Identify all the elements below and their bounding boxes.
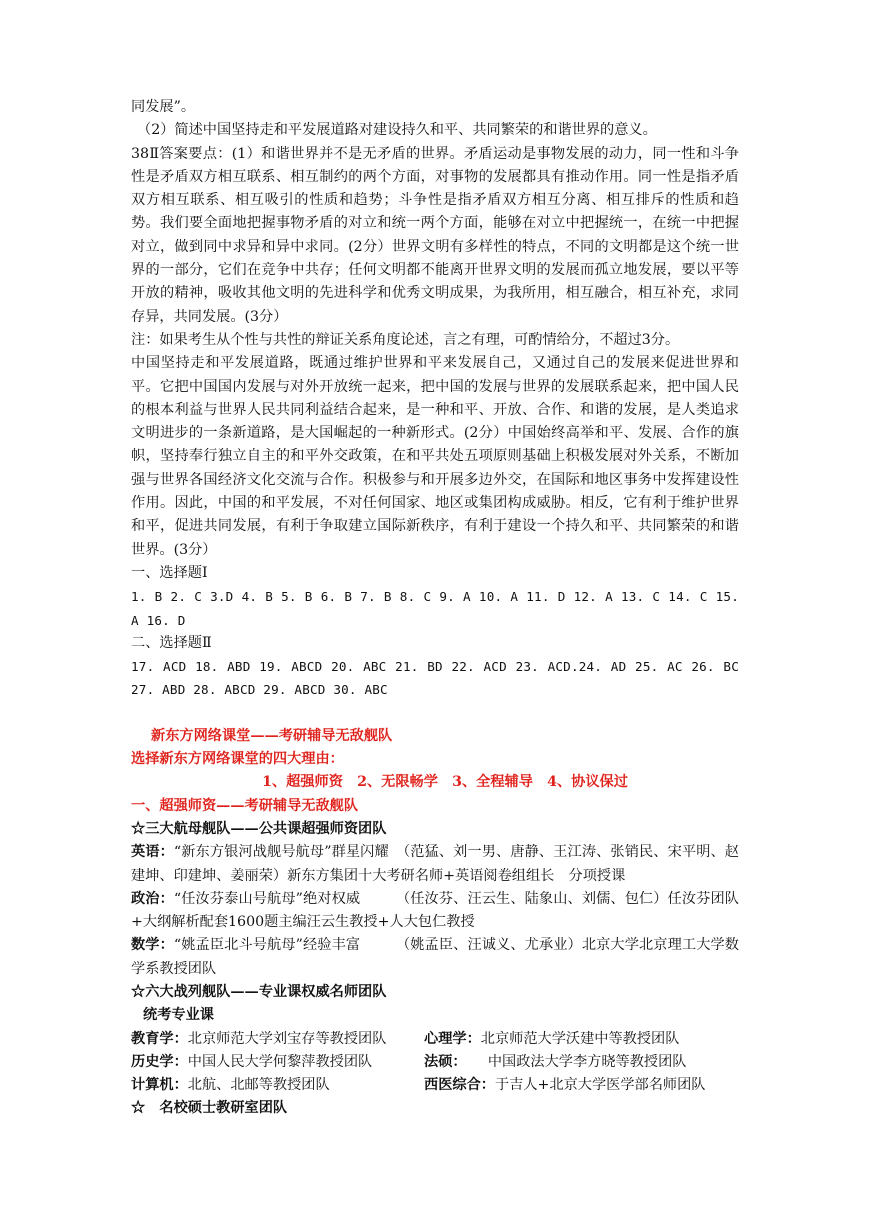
subject-cell (131, 1028, 424, 1051)
subject-label: 历史学： (131, 1053, 188, 1070)
document-page (131, 96, 739, 1121)
subject-text: 北航、北邮等教授团队 (187, 1077, 330, 1094)
ad-reasons: 1、超强师资 2、无限畅学 3、全程辅导 4、协议保过 (262, 774, 628, 791)
subject-text: 于吉人+北京大学医学部名师团队 (494, 1077, 706, 1094)
question-text: （2）简述中国坚持走和平发展道路对建设持久和平、共同繁荣的和谐世界的意义。 (137, 122, 657, 139)
politics-team (131, 888, 739, 935)
subject-label: 法硕： (424, 1053, 460, 1070)
english-label: 英语： (131, 844, 174, 861)
subject-label: 西医综合： (424, 1077, 495, 1094)
math-team (131, 934, 739, 981)
fleet-heading-2: ☆六大战列舰队——专业课权威名师团队 (131, 983, 387, 1000)
answer-paragraph-1: 38Ⅱ答案要点：(1）和谐世界并不是无矛盾的世界。矛盾运动是事物发展的动力，同一性和斗争性是矛盾双方相互联系、相互制约的两个方面，对事物的发展都具有推动作用。同一性是指矛盾双方相互联系、相互吸引的性质和趋势；斗争性是指矛盾双方相互分离、相互排斥的性质和趋势。我们要全面地把握事物矛盾的对立和统一两个方面，能够在对立中把握统一，在统一中把握对立，做到同中求异和异中求同。(2分）世界文明有多样性的特点，不同的文明都是这个统一世界的一部分，它们在竞争中共存；任何文明都不能离开世界文明的发展而孤立地发展，要以平等开放的精神，吸收其他文明的先进科学和优秀文明成果，为我所用，相互融合，相互补充，求同存异，共同发展。(3分） (131, 145, 739, 325)
answers-choice-2: 17. ACD 18. ABD 19. ABCD 20. ABC 21. BD 22. ACD 23. ACD.24. AD 25. AC 26. BC 27. ABD 28. ABCD 29. ABCD 30. ABC (131, 659, 739, 698)
answer-paragraph-2: 中国坚持走和平发展道路，既通过维护世界和平来发展自己，又通过自己的发展来促进世界和平。它把中国国内发展与对外开放统一起来，把中国的发展与世界的发展联系起来，把中国人民的根本利益与世界人民共同利益结合起来，是一种和平、开放、合作、和谐的发展，是人类追求文明进步的一条新道路，是大国崛起的一种新形式。(2分）中国始终高举和平、发展、合作的旗帜，坚持奉行独立自主的和平外交政策，在和平共处五项原则基础上积极发展对外关系，不断加强与世界各国经济文化交流与合作。积极参与和开展多边外交，在国际和地区事务中发挥建设性作用。因此，中国的和平发展，不对任何国家、地区或集团构成威胁。相反，它有利于维护世界和平，促进共同发展，有利于争取建立国际新秩序，有利于建设一个持久和平、共同繁荣的和谐世界。(3分） (131, 355, 739, 558)
subject-cell (424, 1051, 739, 1074)
subject-text: 北京师范大学刘宝存等教授团队 (187, 1030, 387, 1047)
subject-row (131, 1051, 739, 1074)
subject-cell (131, 1051, 424, 1074)
answers-choice-1: 1. B 2. C 3.D 4. B 5. B 6. B 7. B 8. C 9. A 10. A 11. D 12. A 13. C 14. C 15. A 16. D (131, 589, 739, 628)
subject-label: 计算机： (131, 1077, 188, 1094)
note-paragraph: 注：如果考生从个性与共性的辩证关系角度论述，言之有理，可酌情给分，不超过3分。 (131, 331, 680, 348)
subject-cell (424, 1074, 739, 1097)
math-text: “姚孟臣北斗号航母”经验丰富 （姚孟臣、汪诚义、尤承业）北京大学北京理工大学数学系教授团队 (131, 937, 739, 977)
subject-row (131, 1028, 739, 1051)
unified-subjects-heading: 统考专业课 (143, 1007, 214, 1024)
ad-reasons-title: 选择新东方网络课堂的四大理由： (131, 751, 344, 768)
politics-label: 政治： (131, 890, 174, 907)
subject-label: 心理学： (424, 1030, 481, 1047)
text-line: 同发展”。 (131, 99, 196, 115)
subject-text: 中国政法大学李方晓等教授团队 (459, 1053, 687, 1070)
ad-title: 新东方网络课堂——考研辅导无敌舰队 (151, 727, 393, 744)
subject-cell (424, 1028, 739, 1051)
english-text: “新东方银河战舰号航母”群星闪耀 （范猛、刘一男、唐静、王江涛、张销民、宋平明、赵建坤、印建坤、姜丽荣）新东方集团十大考研名师+英语阅卷组组长 分项授课 (131, 844, 739, 884)
ad-section-1: 一、超强师资——考研辅导无敌舰队 (131, 797, 359, 814)
section-heading-choice-2: 二、选择题Ⅱ (131, 634, 212, 651)
math-label: 数学： (131, 937, 174, 954)
section-heading-choice-1: 一、选择题Ⅰ (131, 564, 208, 581)
english-team (131, 841, 739, 888)
subject-row (131, 1074, 739, 1097)
subject-text: 北京师范大学沃建中等教授团队 (480, 1030, 680, 1047)
fleet-heading-1: ☆三大航母舰队——公共课超强师资团队 (131, 820, 387, 837)
fleet-heading-3: ☆ 名校硕士教研室团队 (131, 1100, 288, 1117)
subject-label: 教育学： (131, 1030, 188, 1047)
subject-cell (131, 1074, 424, 1097)
politics-text: “任汝芬泰山号航母”绝对权威 （任汝芬、汪云生、陆象山、刘儒、包仁）任汝芬团队+大纲解析配套1600题主编汪云生教授+人大包仁教授 (131, 890, 739, 931)
subject-text: 中国人民大学何黎萍教授团队 (187, 1053, 373, 1070)
